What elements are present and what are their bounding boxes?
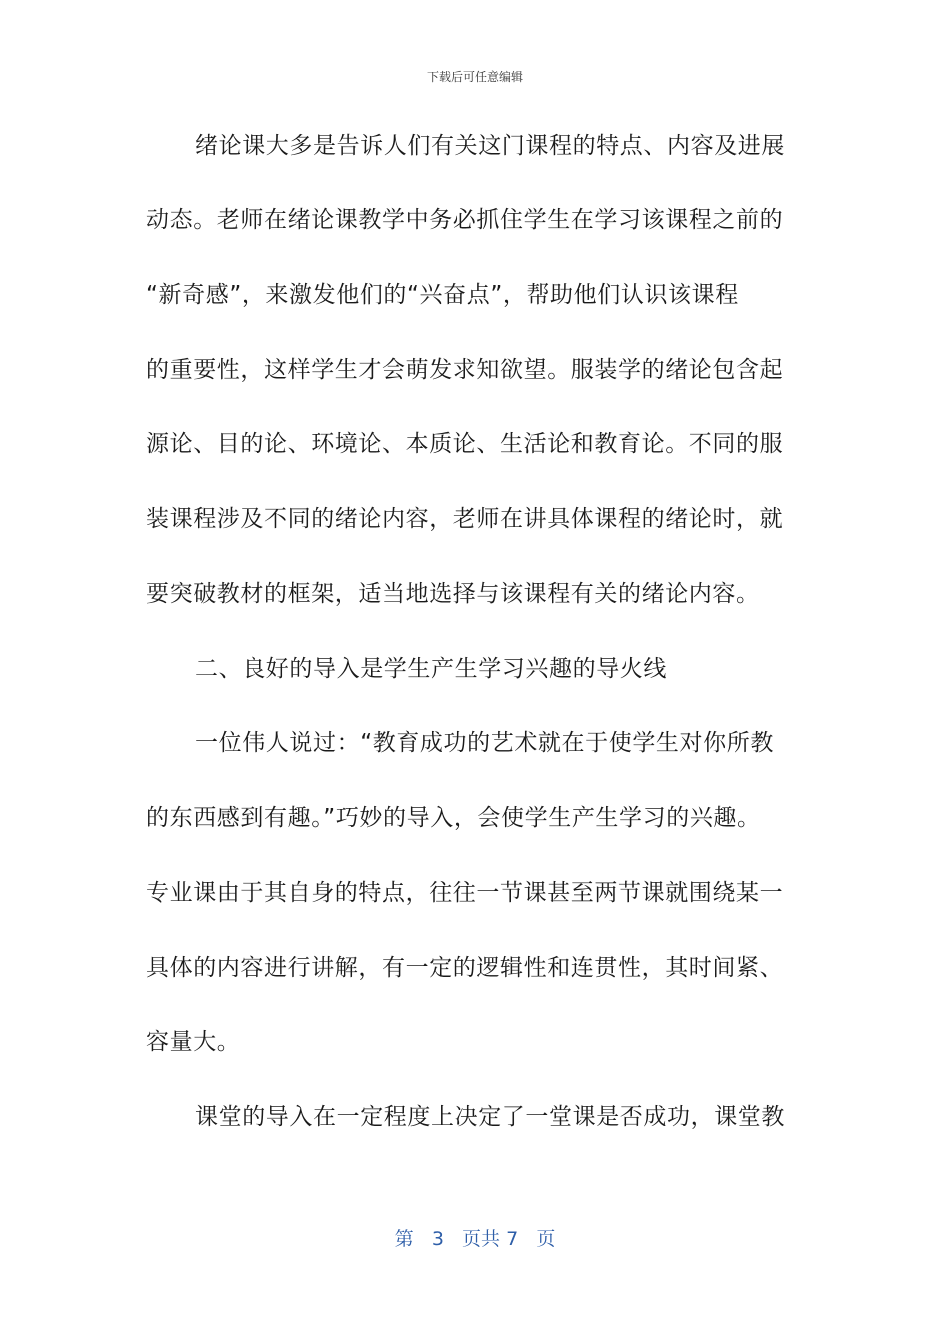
paragraph-line: 的重要性，这样学生才会萌发求知欲望。服装学的绪论包含起 (146, 357, 784, 383)
section-heading: 二、良好的导入是学生产生学习兴趣的导火线 (195, 656, 667, 682)
paragraph-line: 容量大。 (146, 1029, 241, 1055)
total-pages-number: 7 (506, 1228, 519, 1250)
paragraph-line: 绪论课大多是告诉人们有关这门课程的特点、内容及进展 (195, 133, 785, 159)
paragraph-line: 具体的内容进行讲解，有一定的逻辑性和连贯性，其时间紧、 (146, 955, 784, 981)
page-footer (0, 1224, 950, 1251)
paragraph-line: 装课程涉及不同的绪论内容，老师在讲具体课程的绪论时，就 (146, 506, 784, 532)
page-suffix: 页 (536, 1228, 556, 1250)
page-prefix: 第 (394, 1228, 414, 1250)
current-page-number: 3 (431, 1228, 444, 1250)
paragraph-line: “新奇感”，来激发他们的“兴奋点”，帮助他们认识该课程 (146, 282, 739, 308)
page-middle: 页共 (462, 1228, 501, 1250)
paragraph-line: 专业课由于其自身的特点，往往一节课甚至两节课就围绕某一 (146, 880, 784, 906)
paragraph-line: 的东西感到有趣。”巧妙的导入，会使学生产生学习的兴趣。 (146, 805, 761, 831)
paragraph-line: 要突破教材的框架，适当地选择与该课程有关的绪论内容。 (146, 581, 760, 607)
paragraph-line: 一位伟人说过：“教育成功的艺术就在于使学生对你所教 (195, 730, 774, 756)
header-note: 下载后可任意编辑 (426, 70, 523, 84)
paragraph-line: 课堂的导入在一定程度上决定了一堂课是否成功，课堂教 (195, 1104, 785, 1130)
paragraph-line: 动态。老师在绪论课教学中务必抓住学生在学习该课程之前的 (146, 207, 784, 233)
paragraph-line: 源论、目的论、环境论、本质论、生活论和教育论。不同的服 (146, 431, 784, 457)
